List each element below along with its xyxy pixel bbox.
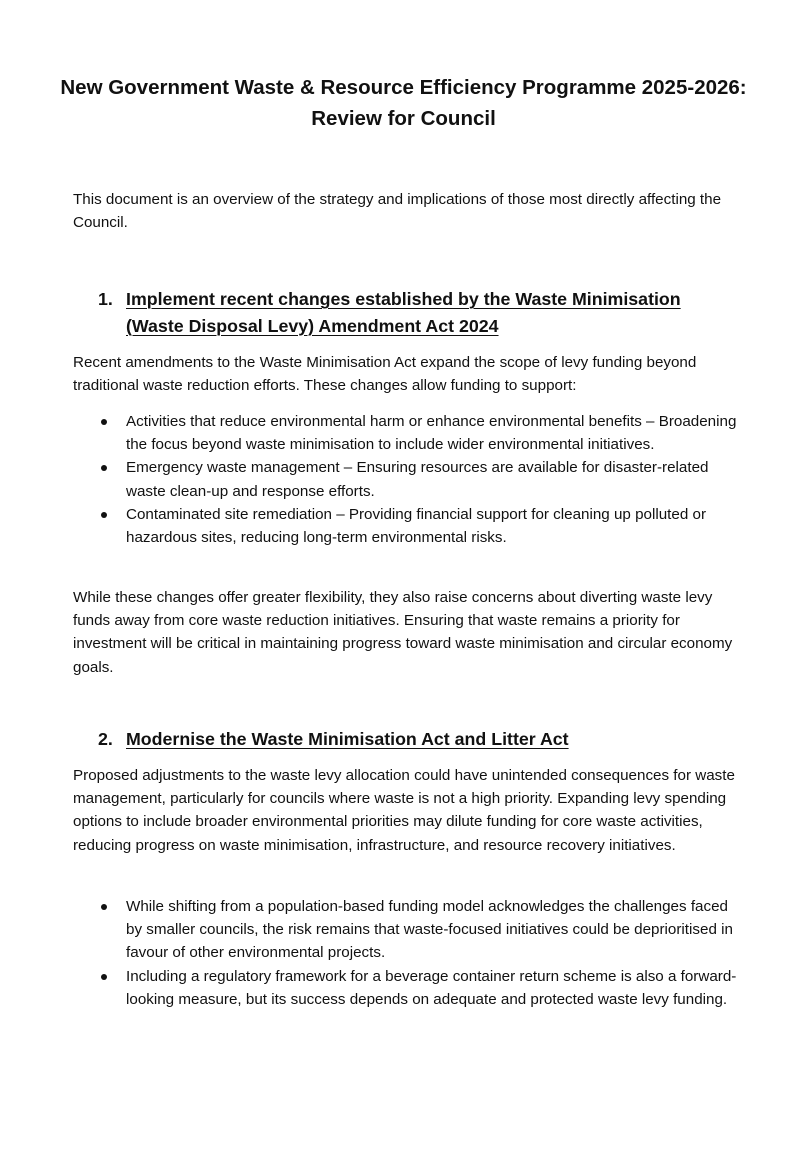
section-2-bullet-list — [73, 895, 745, 1011]
document-title: New Government Waste & Resource Efficiency Programme 2025-2026: Review for Council — [60, 76, 747, 130]
list-item — [73, 456, 745, 502]
bullet-icon — [101, 904, 107, 910]
list-item — [73, 965, 745, 1011]
section-1-paragraph: Recent amendments to the Waste Minimisation Act expand the scope of levy funding beyond traditional waste reduction efforts. These changes allow funding to support: — [73, 354, 697, 395]
bullet-icon — [101, 512, 107, 518]
section-1-closing-paragraph: While these changes offer greater flexibility, they also raise concerns about diverting waste levy funds away from core waste reduction initiatives. Ensuring that waste remains a priority for investment will be critical in maintaining progress toward waste minimisation and circular economy goals. — [73, 589, 733, 676]
bullet-text: While shifting from a population-based funding model acknowledges the challenges faced by smaller councils, the risk remains that waste-focused initiatives could be deprioritised in favour of other environmental projects. — [126, 898, 733, 962]
section-1-heading — [98, 286, 738, 339]
list-item — [73, 503, 745, 549]
section-2-paragraph: Proposed adjustments to the waste levy allocation could have unintended consequences for waste management, particularly for councils where waste is not a high priority. Expanding levy spending options to include broader environmental priorities may dilute funding for core waste activities, reducing progress on waste minimisation, infrastructure, and resource recovery initiatives. — [73, 767, 735, 854]
section-1-heading-text: Implement recent changes established by the Waste Minimisation (Waste Disposal Levy) Amendment Act 2024 — [126, 289, 681, 336]
list-item — [73, 410, 745, 456]
bullet-icon — [101, 419, 107, 425]
bullet-icon — [101, 974, 107, 980]
section-2-number: 2. — [98, 729, 113, 749]
bullet-icon — [101, 465, 107, 471]
bullet-text: Contaminated site remediation – Providing financial support for cleaning up polluted or hazardous sites, reducing long-term environmental risks. — [126, 505, 707, 547]
section-2-heading-text: Modernise the Waste Minimisation Act and Litter Act — [126, 729, 569, 749]
section-1-number: 1. — [98, 289, 113, 309]
intro-paragraph: This document is an overview of the strategy and implications of those most directly affecting the Council. — [73, 191, 722, 232]
bullet-text: Emergency waste management – Ensuring resources are available for disaster-related waste clean-up and response efforts. — [126, 459, 709, 500]
list-item — [73, 895, 745, 965]
bullet-text: Including a regulatory framework for a beverage container return scheme is also a forward-looking measure, but its success depends on adequate and protected waste levy funding. — [126, 967, 737, 1008]
section-1-bullet-list — [73, 410, 745, 549]
bullet-text: Activities that reduce environmental harm or enhance environmental benefits – Broadening the focus beyond waste minimisation to include wider environmental initiatives. — [126, 413, 737, 454]
section-2-heading — [98, 726, 738, 753]
